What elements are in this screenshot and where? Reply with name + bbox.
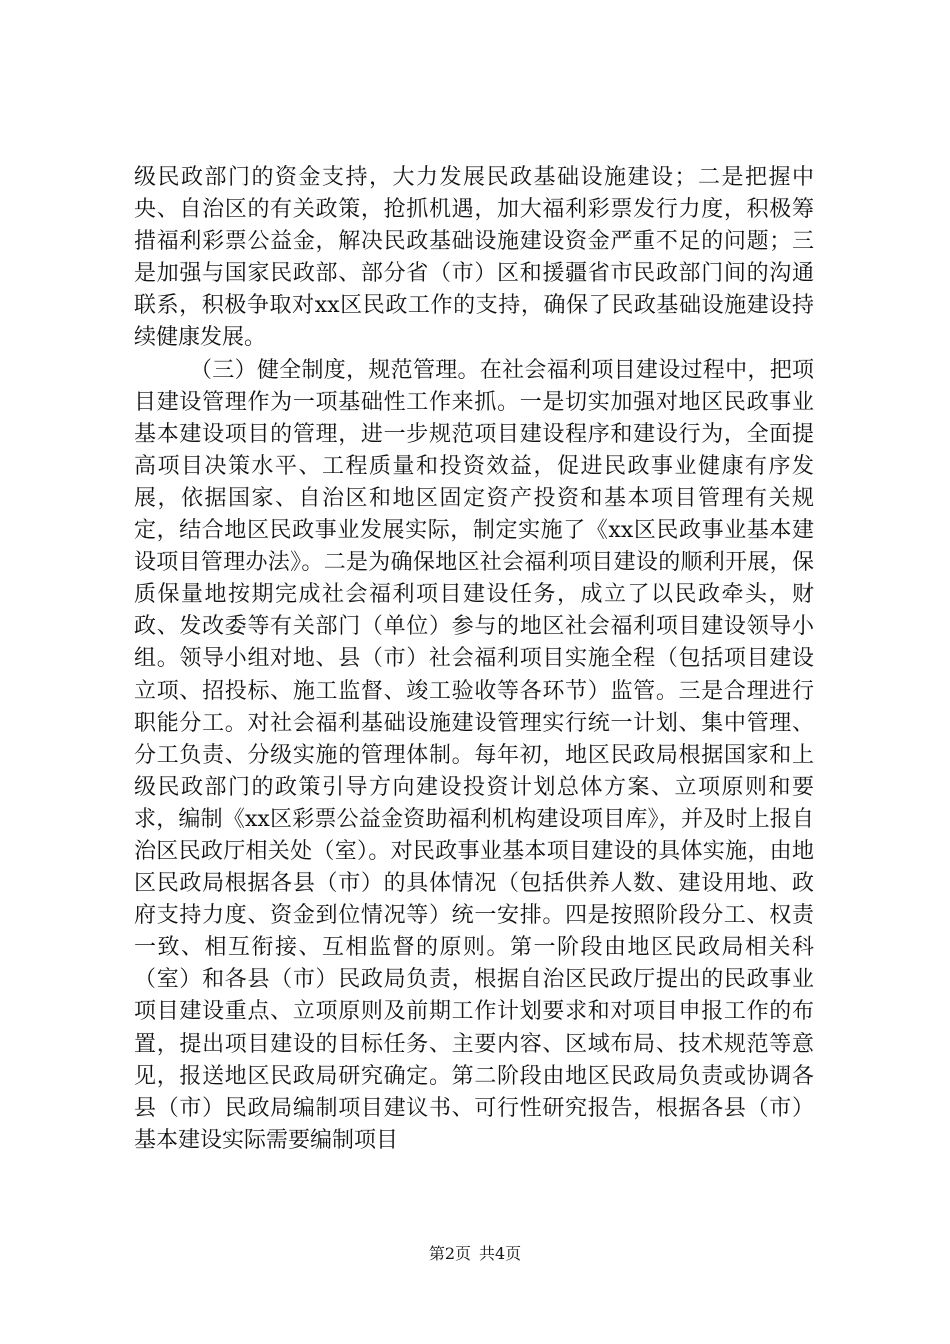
page-total: 共4页 [479, 1244, 522, 1263]
page-footer [0, 1244, 950, 1264]
paragraph-continued: 级民政部门的资金支持，大力发展民政基础设施建设；二是把握中央、自治区的有关政策，抢抓机遇，加大福利彩票发行力度，积极筹措福利彩票公益金，解决民政基础设施建设资金严重不足的问题；三是加强与国家民政部、部分省（市）区和援疆省市民政部门间的沟通联系，积极争取对xx区民政工作的支持，确保了民政基础设施建设持续健康发展。 [134, 165, 814, 351]
body-text [134, 162, 814, 1157]
paragraph-section-three: （三）健全制度，规范管理。在社会福利项目建设过程中，把项目建设管理作为一项基础性工作来抓。一是切实加强对地区民政事业基本建设项目的管理，进一步规范项目建设程序和建设行为，全面提高项目决策水平、工程质量和投资效益，促进民政事业健康有序发展，依据国家、自治区和地区固定资产投资和基本项目管理有关规定，结合地区民政事业发展实际，制定实施了《xx区民政事业基本建设项目管理办法》。二是为确保地区社会福利项目建设的顺利开展，保质保量地按期完成社会福利项目建设任务，成立了以民政牵头，财政、发改委等有关部门（单位）参与的地区社会福利项目建设领导小组。领导小组对地、县（市）社会福利项目实施全程（包括项目建设立项、招投标、施工监督、竣工验收等各环节）监管。三是合理进行职能分工。对社会福利基础设施建设管理实行统一计划、集中管理、分工负责、分级实施的管理体制。每年初，地区民政局根据国家和上级民政部门的政策引导方向建设投资计划总体方案、立项原则和要求，编制《xx区彩票公益金资助福利机构建设项目库》，并及时上报自治区民政厅相关处（室）。对民政事业基本项目建设的具体实施，由地区民政局根据各县（市）的具体情况（包括供养人数、建设用地、政府支持力度、资金到位情况等）统一安排。四是按照阶段分工、权责一致、相互衔接、互相监督的原则。第一阶段由地区民政局相关科（室）和各县（市）民政局负责，根据自治区民政厅提出的民政事业项目建设重点、立项原则及前期工作计划要求和对项目申报工作的布置，提出项目建设的目标任务、主要内容、区域布局、技术规范等意见，报送地区民政局研究确定。第二阶段由地区民政局负责或协调各县（市）民政局编制项目建议书、可行性研究报告，根据各县（市）基本建设实际需要编制项目 [134, 357, 814, 1153]
page-number: 第2页 [428, 1244, 471, 1263]
